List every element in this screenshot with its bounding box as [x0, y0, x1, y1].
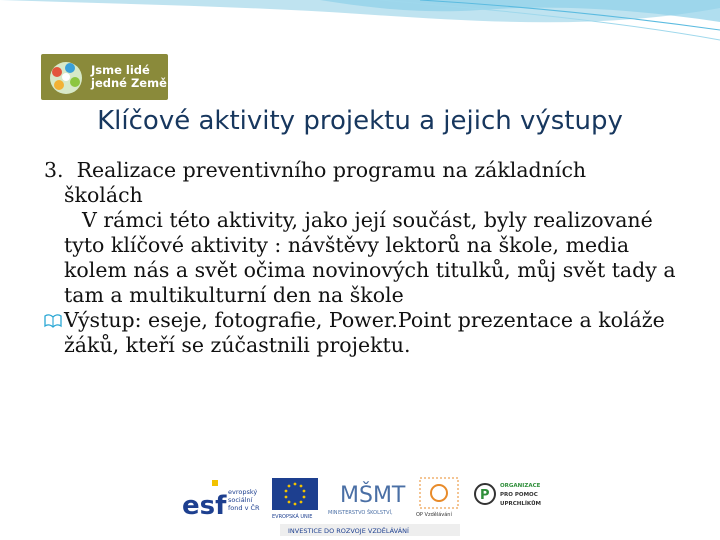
org-text-3: UPRCHLÍKŮM [500, 501, 542, 507]
funding-logos-strip [180, 474, 552, 536]
msmt-label: MINISTERSTVO ŠKOLSTVÍ, [328, 510, 393, 516]
eu-flag-logo [272, 478, 318, 520]
item-3-description: V rámci této aktivity, jako její součást, byly realizované tyto klíčové aktivity : návštěvy lektorů na škole, media kolem nás a svět očima novinových titulků, můj svět tady a tam a multikulturní den na škole [64, 208, 676, 307]
logo-line-1: Jsme lidé [91, 63, 150, 77]
svg-text:MŠMT: MŠMT [340, 483, 406, 508]
slide-body [44, 158, 684, 358]
slide-title: Klíčové aktivity projektu a jejich výstupy [97, 106, 623, 136]
op-logo [416, 478, 458, 518]
item-heading-line-1: Realizace preventivního programu na základních [76, 158, 587, 182]
svg-text:esf: esf [182, 491, 227, 521]
esf-text-3: fond v ČR [228, 504, 260, 512]
book-bullet-icon [44, 308, 64, 333]
output-bullet [44, 308, 684, 358]
investment-banner: INVESTICE DO ROZVOJE VZDĚLÁVÁNÍ [288, 527, 409, 535]
esf-text-2: sociální [228, 496, 253, 504]
item-3-description-wrap [44, 208, 684, 308]
output-text: Výstup: eseje, fotografie, Power.Point prezentace a koláže žáků, kteří se zúčastnili projektu. [64, 308, 665, 357]
item-number: 3. [44, 158, 64, 182]
header-wave-decoration [0, 0, 720, 60]
org-text-2: PRO POMOC [500, 492, 538, 498]
esf-text-1: evropský [228, 488, 258, 496]
logo-line-2: jedné Země [91, 76, 167, 90]
item-heading-line-2: školách [64, 183, 143, 207]
svg-text:P: P [480, 488, 490, 503]
project-logo [41, 54, 168, 100]
op-label: OP Vzdělávání [416, 512, 452, 518]
people-earth-icon [43, 54, 89, 100]
eu-label: EVROPSKÁ UNIE [272, 514, 313, 520]
item-3-heading [44, 158, 684, 208]
org-text-1: ORGANIZACE [500, 483, 541, 489]
logo-text [91, 64, 167, 90]
